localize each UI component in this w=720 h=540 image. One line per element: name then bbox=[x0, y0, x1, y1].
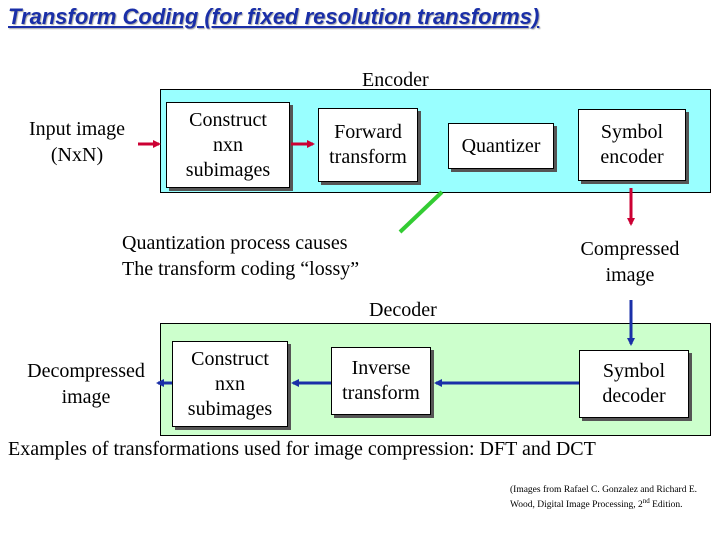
construct-subimages-box: Construct nxn subimages bbox=[166, 102, 290, 188]
inverse-transform-box: Inverse transform bbox=[331, 347, 431, 415]
forward-transform-box: Forward transform bbox=[318, 108, 418, 182]
decompressed-image-label: Decompressed image bbox=[27, 360, 145, 408]
credit-end: Edition. bbox=[649, 499, 683, 510]
symbol-encoder-box: Symbol encoder bbox=[578, 109, 686, 181]
compressed-image-label: Compressed image bbox=[580, 238, 680, 286]
input-image-label: Input image (NxN) bbox=[28, 118, 126, 166]
lossy-pointer bbox=[400, 192, 442, 232]
quantizer-box: Quantizer bbox=[448, 123, 554, 169]
credit-sup: nd bbox=[642, 496, 650, 505]
lossy-note: Quantization process causes The transform coding “lossy” bbox=[122, 232, 360, 280]
slide-title: Transform Coding (for fixed resolution transforms) bbox=[8, 4, 540, 29]
credit-text: (Images from Rafael C. Gonzalez and Richard E. Wood, Digital Image Processing, 2 bbox=[510, 485, 698, 510]
examples-text: Examples of transformations used for image compression: DFT and DCT bbox=[8, 438, 596, 460]
decoder-label: Decoder bbox=[369, 299, 437, 321]
construct-subimages-box-decoder: Construct nxn subimages bbox=[172, 341, 288, 427]
encoder-label: Encoder bbox=[362, 69, 429, 91]
image-credit bbox=[510, 484, 715, 512]
symbol-decoder-box: Symbol decoder bbox=[579, 350, 689, 418]
